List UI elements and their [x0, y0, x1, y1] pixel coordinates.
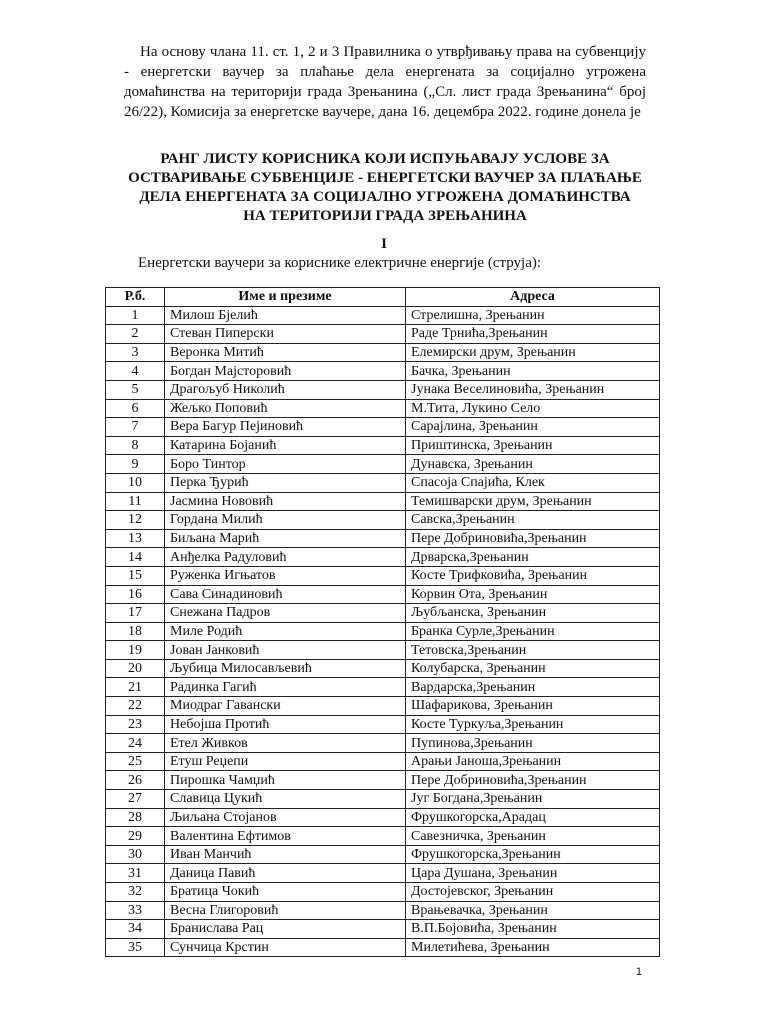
address-cell: Југ Богдана,Зрењанин	[406, 790, 660, 809]
row-number-cell: 24	[106, 734, 165, 753]
row-number-cell: 11	[106, 492, 165, 511]
table-row	[106, 548, 660, 567]
table-row	[106, 845, 660, 864]
row-number-cell: 33	[106, 901, 165, 920]
name-cell: Перка Ђурић	[165, 473, 406, 492]
name-cell: Драгољуб Николић	[165, 380, 406, 399]
address-cell: Врањевачка, Зрењанин	[406, 901, 660, 920]
name-cell: Сава Синадиновић	[165, 585, 406, 604]
address-cell: Фрушкогорска,Зрењанин	[406, 845, 660, 864]
row-number-cell: 8	[106, 436, 165, 455]
name-cell: Биљана Марић	[165, 529, 406, 548]
table-row	[106, 864, 660, 883]
row-number-cell: 5	[106, 380, 165, 399]
table-row	[106, 585, 660, 604]
row-number-cell: 35	[106, 938, 165, 957]
table-row	[106, 827, 660, 846]
address-cell: Вардарска,Зрењанин	[406, 678, 660, 697]
table-row	[106, 883, 660, 902]
address-cell: Косте Туркуља,Зрењанин	[406, 715, 660, 734]
table-row	[106, 715, 660, 734]
table-row	[106, 641, 660, 660]
intro-text: На основу члана 11. ст. 1, 2 и 3 Правилника о утврђивању права на субвенцију - енергетски ваучер за плаћање дела енергената за социјално угрожена домаћинства на територији града Зрењанина („Сл. лист града Зрењанина“ број 26/22), Комисија за енергетске ваучере, дана 16. децембра 2022. године донела је	[124, 44, 646, 120]
address-cell: Арањи Јаноша,Зрењанин	[406, 752, 660, 771]
address-cell: Бранка Сурле,Зрењанин	[406, 622, 660, 641]
name-cell: Валентина Ефтимов	[165, 827, 406, 846]
name-cell: Јован Јанковић	[165, 641, 406, 660]
table-row	[106, 418, 660, 437]
table-row	[106, 362, 660, 381]
address-cell: Шафарикова, Зрењанин	[406, 697, 660, 716]
name-cell: Боро Тинтор	[165, 455, 406, 474]
column-header-name: Име и презиме	[165, 288, 406, 307]
address-cell: Темишварски друм, Зрењанин	[406, 492, 660, 511]
table-row	[106, 734, 660, 753]
name-cell: Етуш Реџепи	[165, 752, 406, 771]
table-row	[106, 622, 660, 641]
name-cell: Руженка Игњатов	[165, 566, 406, 585]
heading-line-3: ДЕЛА ЕНЕРГЕНАТА ЗА СОЦИЈАЛНО УГРОЖЕНА ДОМАЋИНСТВА	[139, 189, 631, 205]
row-number-cell: 21	[106, 678, 165, 697]
name-cell: Љубица Милосављевић	[165, 659, 406, 678]
name-cell: Богдан Мајсторовић	[165, 362, 406, 381]
table-row	[106, 325, 660, 344]
row-number-cell: 17	[106, 604, 165, 623]
column-header-number: Р.б.	[106, 288, 165, 307]
address-cell: Пере Добриновића,Зрењанин	[406, 771, 660, 790]
name-cell: Милош Бјелић	[165, 306, 406, 325]
document-heading	[100, 150, 670, 226]
name-cell: Етел Живков	[165, 734, 406, 753]
address-cell: Стрелишна, Зрењанин	[406, 306, 660, 325]
address-cell: Раде Трнића,Зрењанин	[406, 325, 660, 344]
address-cell: Дунавска, Зрењанин	[406, 455, 660, 474]
row-number-cell: 4	[106, 362, 165, 381]
table-row	[106, 306, 660, 325]
table-row	[106, 678, 660, 697]
table-row	[106, 659, 660, 678]
address-cell: Колубарска, Зрењанин	[406, 659, 660, 678]
row-number-cell: 6	[106, 399, 165, 418]
address-cell: Цара Душана, Зрењанин	[406, 864, 660, 883]
row-number-cell: 18	[106, 622, 165, 641]
address-cell: Савезничка, Зрењанин	[406, 827, 660, 846]
name-cell: Вера Багур Пејиновић	[165, 418, 406, 437]
row-number-cell: 25	[106, 752, 165, 771]
table-row	[106, 473, 660, 492]
address-cell: Савска,Зрењанин	[406, 511, 660, 530]
name-cell: Стеван Пиперски	[165, 325, 406, 344]
table-row	[106, 901, 660, 920]
row-number-cell: 27	[106, 790, 165, 809]
address-cell: Сарајлина, Зрењанин	[406, 418, 660, 437]
row-number-cell: 30	[106, 845, 165, 864]
name-cell: Славица Цукић	[165, 790, 406, 809]
table-row	[106, 380, 660, 399]
address-cell: Јунака Веселиновића, Зрењанин	[406, 380, 660, 399]
address-cell: Приштинска, Зрењанин	[406, 436, 660, 455]
row-number-cell: 23	[106, 715, 165, 734]
table-row	[106, 492, 660, 511]
name-cell: Миодраг Гавански	[165, 697, 406, 716]
address-cell: Достојевског, Зрењанин	[406, 883, 660, 902]
name-cell: Жељко Поповић	[165, 399, 406, 418]
row-number-cell: 10	[106, 473, 165, 492]
section-subtitle: Енергетски ваучери за кориснике електричне енергије (струја):	[138, 255, 542, 271]
name-cell: Јасмина Нововић	[165, 492, 406, 511]
column-header-address: Адреса	[406, 288, 660, 307]
row-number-cell: 28	[106, 808, 165, 827]
row-number-cell: 2	[106, 325, 165, 344]
table-row	[106, 771, 660, 790]
address-cell: Пупинова,Зрењанин	[406, 734, 660, 753]
table-row	[106, 790, 660, 809]
table-row	[106, 343, 660, 362]
table-row	[106, 697, 660, 716]
row-number-cell: 32	[106, 883, 165, 902]
address-cell: Корвин Ота, Зрењанин	[406, 585, 660, 604]
table-row	[106, 920, 660, 939]
intro-paragraph	[124, 42, 646, 122]
address-cell: Спасоја Спајића, Клек	[406, 473, 660, 492]
row-number-cell: 29	[106, 827, 165, 846]
beneficiary-table	[105, 287, 660, 957]
row-number-cell: 12	[106, 511, 165, 530]
address-cell: Дрварска,Зрењанин	[406, 548, 660, 567]
name-cell: Миле Родић	[165, 622, 406, 641]
name-cell: Љиљана Стојанов	[165, 808, 406, 827]
table-header-row	[106, 288, 660, 307]
address-cell: Елемирски друм, Зрењанин	[406, 343, 660, 362]
row-number-cell: 7	[106, 418, 165, 437]
name-cell: Радинка Гагић	[165, 678, 406, 697]
table-row	[106, 938, 660, 957]
address-cell: Пере Добриновића,Зрењанин	[406, 529, 660, 548]
row-number-cell: 20	[106, 659, 165, 678]
row-number-cell: 34	[106, 920, 165, 939]
row-number-cell: 15	[106, 566, 165, 585]
row-number-cell: 1	[106, 306, 165, 325]
name-cell: Бранислава Рац	[165, 920, 406, 939]
row-number-cell: 13	[106, 529, 165, 548]
address-cell: Фрушкогорска,Арадац	[406, 808, 660, 827]
table-row	[106, 752, 660, 771]
row-number-cell: 31	[106, 864, 165, 883]
row-number-cell: 3	[106, 343, 165, 362]
table-row	[106, 511, 660, 530]
address-cell: Милетићева, Зрењанин	[406, 938, 660, 957]
address-cell: Косте Трифковића, Зрењанин	[406, 566, 660, 585]
name-cell: Снежана Падров	[165, 604, 406, 623]
name-cell: Пирошка Чамџић	[165, 771, 406, 790]
row-number-cell: 14	[106, 548, 165, 567]
heading-line-2: ОСТВАРИВАЊЕ СУБВЕНЦИЈЕ - ЕНЕРГЕТСКИ ВАУЧЕР ЗА ПЛАЋАЊЕ	[128, 170, 642, 186]
address-cell: В.П.Бојовића, Зрењанин	[406, 920, 660, 939]
row-number-cell: 9	[106, 455, 165, 474]
name-cell: Катарина Бојанић	[165, 436, 406, 455]
address-cell: Бачка, Зрењанин	[406, 362, 660, 381]
page-number: 1	[635, 966, 642, 978]
table-row	[106, 455, 660, 474]
address-cell: Љубљанска, Зрењанин	[406, 604, 660, 623]
row-number-cell: 16	[106, 585, 165, 604]
heading-line-4: НА ТЕРИТОРИЈИ ГРАДА ЗРЕЊАНИНА	[243, 208, 527, 224]
name-cell: Гордана Милић	[165, 511, 406, 530]
section-number: I	[381, 236, 387, 252]
name-cell: Братица Чокић	[165, 883, 406, 902]
name-cell: Анђелка Радуловић	[165, 548, 406, 567]
name-cell: Иван Манчић	[165, 845, 406, 864]
address-cell: Тетовска,Зрењанин	[406, 641, 660, 660]
row-number-cell: 26	[106, 771, 165, 790]
heading-line-1: РАНГ ЛИСТУ КОРИСНИКА КОЈИ ИСПУЊАВАЈУ УСЛОВЕ ЗА	[160, 151, 610, 167]
name-cell: Сунчица Крстин	[165, 938, 406, 957]
table-row	[106, 566, 660, 585]
table-row	[106, 436, 660, 455]
address-cell: М.Тита, Лукино Село	[406, 399, 660, 418]
row-number-cell: 19	[106, 641, 165, 660]
row-number-cell: 22	[106, 697, 165, 716]
table-row	[106, 604, 660, 623]
name-cell: Веронка Митић	[165, 343, 406, 362]
name-cell: Весна Глигоровић	[165, 901, 406, 920]
name-cell: Даница Павић	[165, 864, 406, 883]
table-row	[106, 399, 660, 418]
table-body	[106, 306, 660, 957]
name-cell: Небојша Протић	[165, 715, 406, 734]
table-row	[106, 529, 660, 548]
table-row	[106, 808, 660, 827]
